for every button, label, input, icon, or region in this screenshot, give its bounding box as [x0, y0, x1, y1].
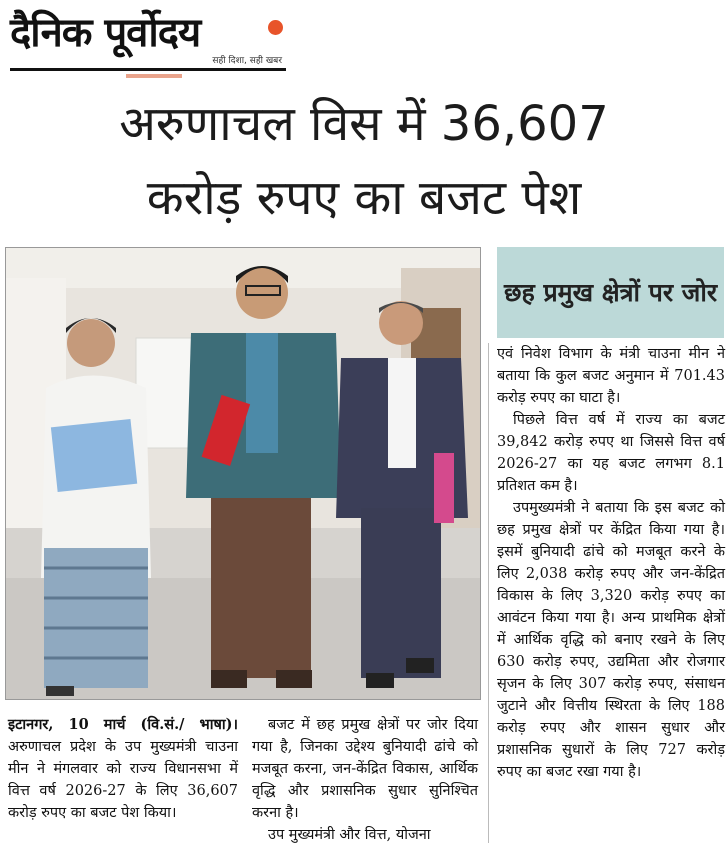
article-column-1 [8, 714, 238, 824]
subheading-text: छह प्रमुख क्षेत्रों पर जोर [503, 277, 718, 307]
article-paragraph: उपमुख्यमंत्री ने बताया कि इस बजट को छह प्रमुख क्षेत्रों पर केंद्रित किया गया है। इसमें बुनियादी ढांचे को मजबूत करने के लिए 2,038 करोड़ रुपए और जन-केंद्रित विकास के लिए 3,320 करोड़ रुपए का आवंटन किया गया है। अन्य प्राथमिक क्षेत्रों में आर्थिक वृद्धि को बनाए रखने के लिए 630 करोड़ रुपए, उद्यमिता और रोजगार सृजन के लिए 307 करोड़ रुपए, संसाधन जुटाने और वित्तीय स्थिरता के लिए 188 करोड़ रुपए और शासन सुधार और प्रशासनिक सुधारों के लिए 727 करोड़ रुपए का बजट रखा गया है। [497, 500, 725, 780]
article-column-2 [252, 714, 478, 846]
headline-line-1: अरुणाचल विस में 36,607 [119, 96, 609, 152]
headline-line-2: करोड़ रुपए का बजट पेश [146, 170, 582, 226]
masthead-rule [10, 68, 286, 71]
article-column-3 [497, 343, 725, 783]
news-photo-image [6, 248, 480, 699]
masthead-title: दैनिक पूर्वोदय [10, 10, 201, 56]
masthead-subline [126, 74, 182, 78]
news-photo [5, 247, 481, 700]
subheading-box [497, 247, 724, 338]
article-paragraph: बजट में छह प्रमुख क्षेत्रों पर जोर दिया गया है, जिनका उद्देश्य बुनियादी ढांचे को मजबूत करना, जन-केंद्रित विकास, आर्थिक वृद्धि और प्रशासनिक सुधार सुनिश्चित करना है। [252, 717, 478, 821]
article-paragraph [8, 714, 238, 824]
article-text: अरुणाचल प्रदेश के उप मुख्यमंत्री चाउना मीन ने मंगलवार को राज्य विधानसभा में वित्त वर्ष 2026-27 के लिए 36,607 करोड़ रुपए का बजट पेश किया। [8, 739, 238, 821]
masthead-dot-icon [268, 20, 283, 35]
dateline: इटानगर, 10 मार्च (वि.सं./ भाषा)। [8, 716, 238, 733]
article-paragraph: एवं निवेश विभाग के मंत्री चाउना मीन ने बताया कि कुल बजट अनुमान में 701.43 करोड़ रुपए का घाटा है। [497, 346, 725, 406]
masthead-tagline: सही दिशा, सही खबर [212, 56, 282, 66]
column-divider [488, 343, 489, 843]
article-paragraph: पिछले वित्त वर्ष में राज्य का बजट 39,842 करोड़ रुपए था जिससे वित्त वर्ष 2026-27 का यह बजट लगभग 8.1 प्रतिशत कम है। [497, 412, 725, 494]
masthead [10, 8, 286, 74]
article-paragraph: उप मुख्यमंत्री और वित्त, योजना [268, 827, 431, 843]
